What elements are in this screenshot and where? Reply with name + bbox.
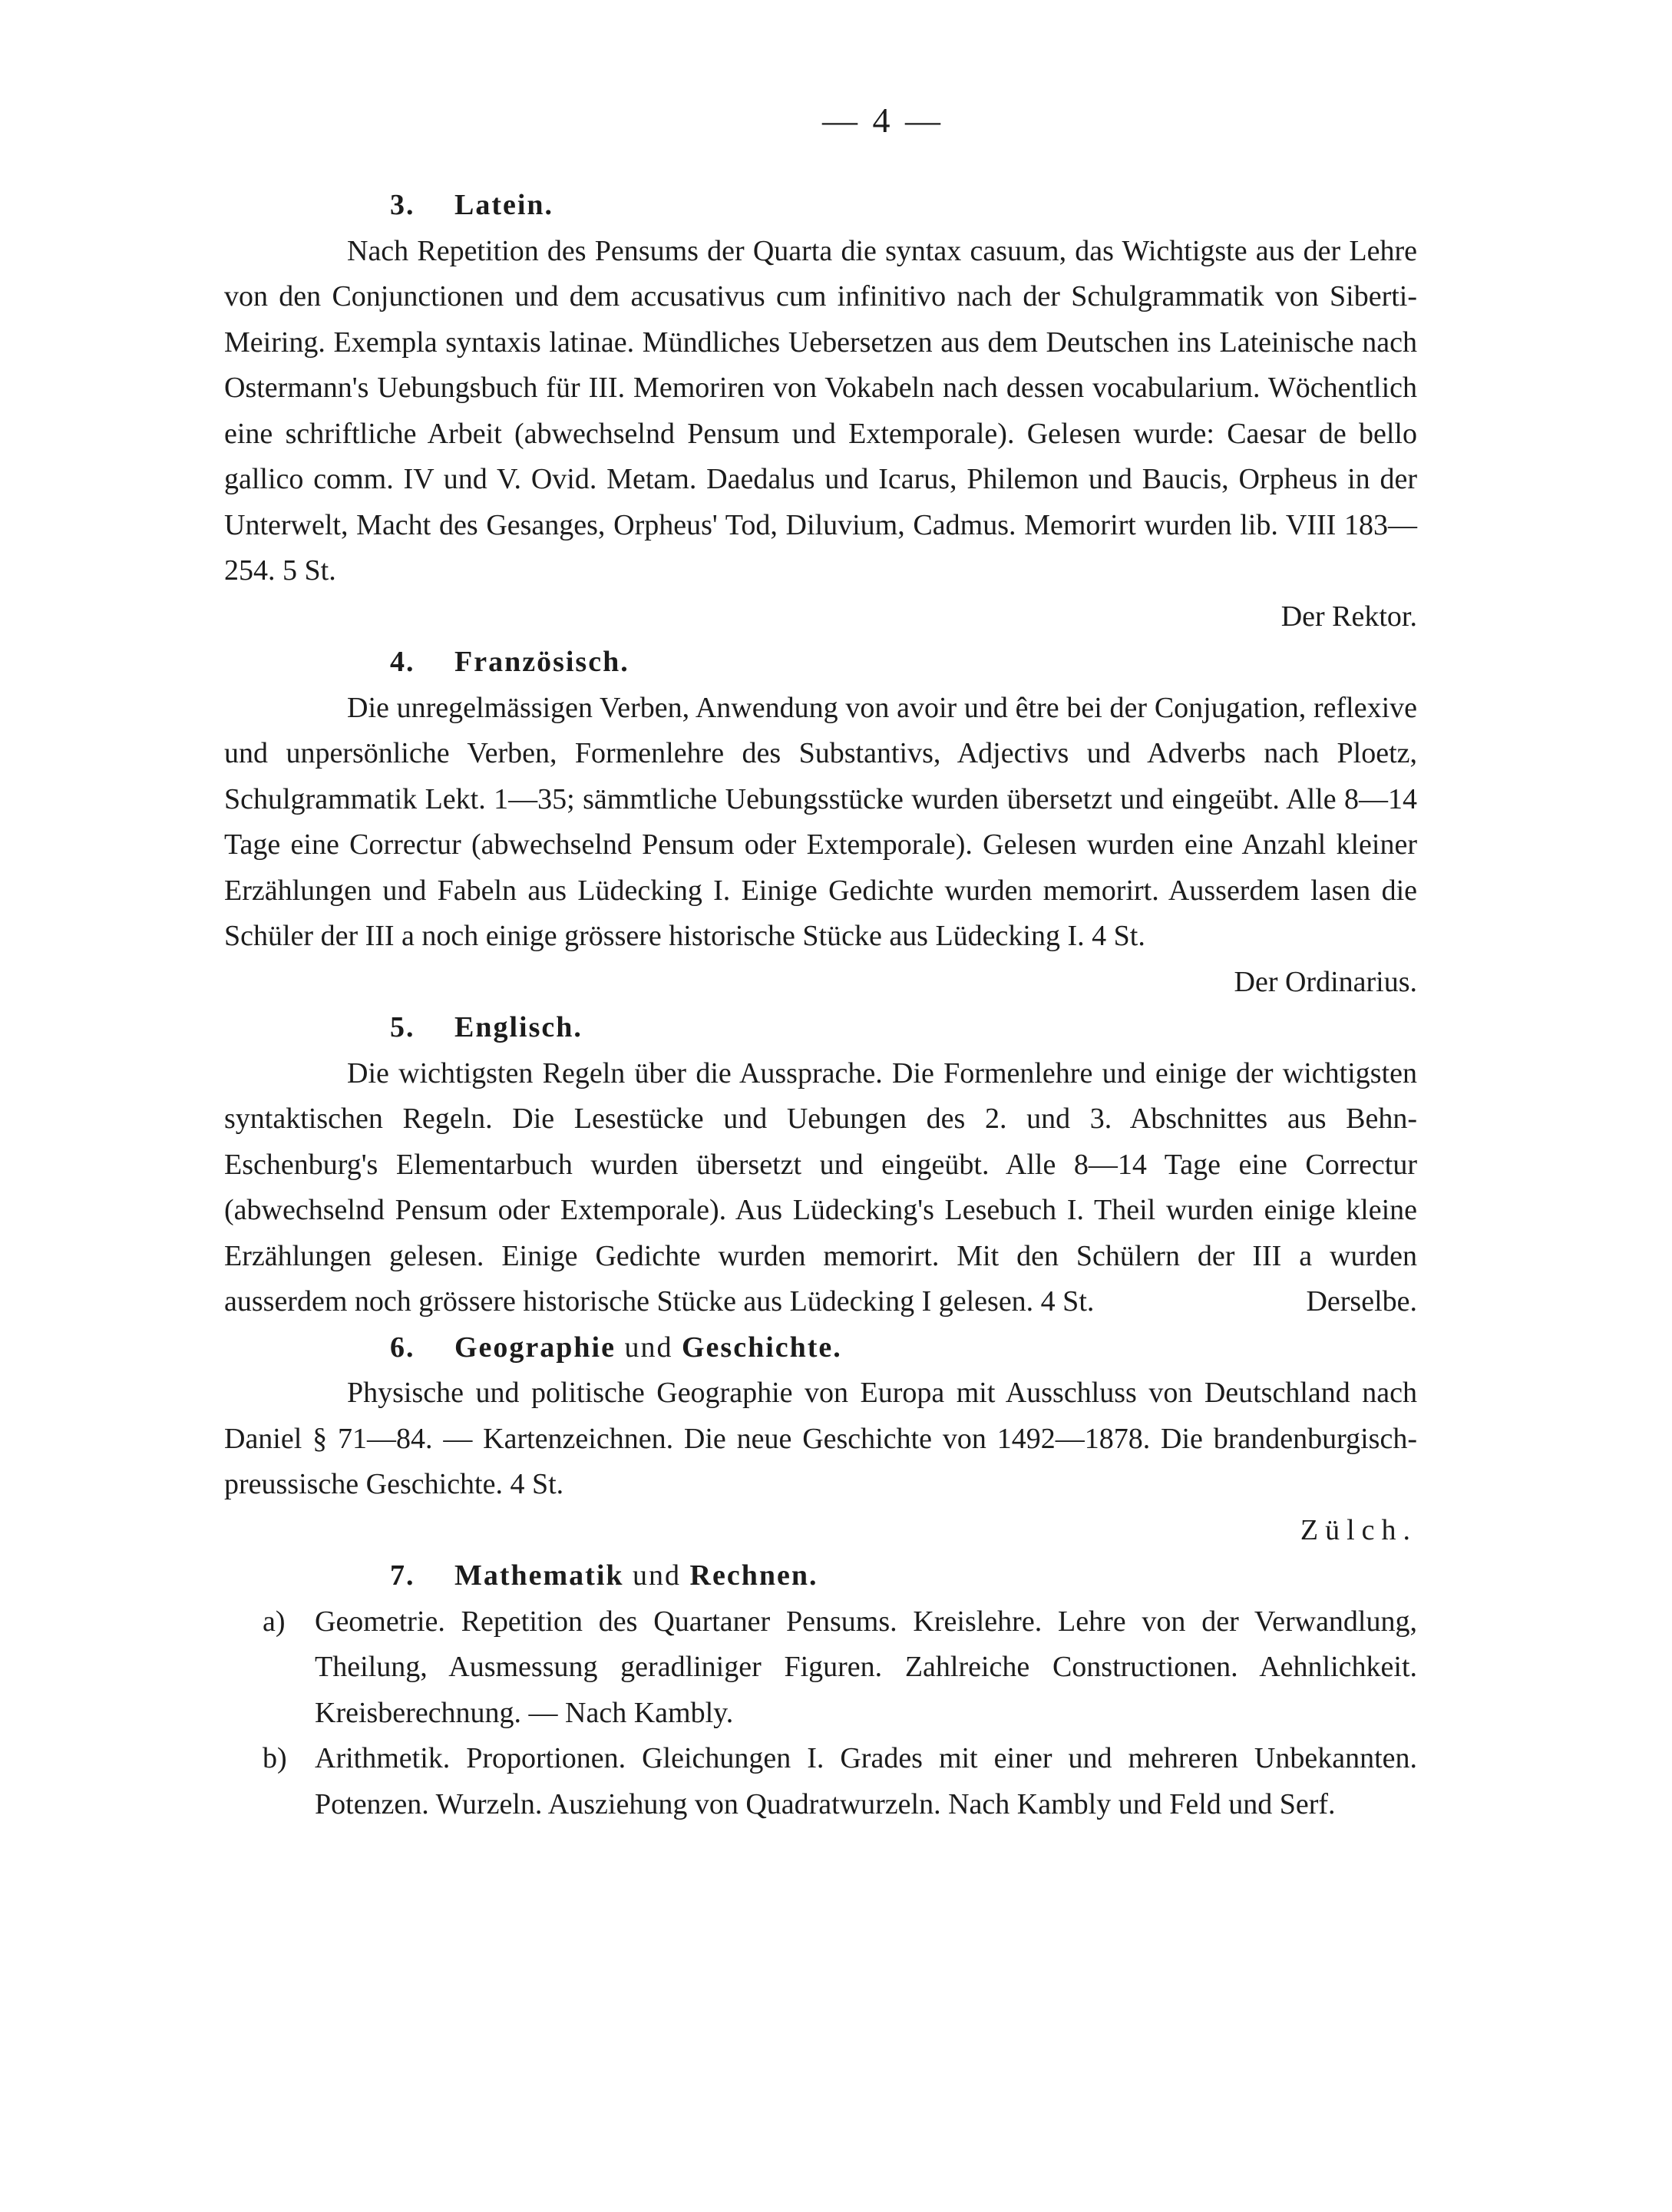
section-heading [224, 1005, 1417, 1051]
section-heading [224, 1553, 1417, 1599]
section-number: 6. [390, 1331, 415, 1364]
section-text: Die unregelmässigen Verben, Anwendung von avoir und être bei der Conjugation, reflexive und unpersönliche Verben, Formenlehre des Substantivs, Adjectivs und Adverbs nach Ploetz, Schulgrammatik Lekt. 1—35; sämmtliche Uebungsstücke wurden übersetzt und eingeübt. Alle 8—14 Tage eine Correctur (abwechselnd Pensum oder Extemporale). Gelesen wurden eine Anzahl kleiner Erzählungen und Fabeln aus Lüdecking I. Einige Gedichte wurden memorirt. Ausserdem lasen die Schüler der III a noch einige grössere historische Stücke aus Lüdecking I. 4 St. [224, 691, 1417, 952]
section-franzoesisch [224, 640, 1417, 1005]
list-item-label: b) [263, 1742, 287, 1774]
section-title-part: Geographie [454, 1331, 616, 1364]
section-title-part: Mathematik [454, 1559, 624, 1592]
section-number: 3. [390, 189, 415, 221]
section-latein [224, 183, 1417, 640]
list-item-text: Arithmetik. Proportionen. Gleichungen I. Grades mit einer und mehreren Unbekannten. Potenzen. Wurzeln. Ausziehung von Quadratwurzeln. Nach Kambly und Feld und Serf. [315, 1742, 1417, 1820]
section-number: 5. [390, 1011, 415, 1043]
page-content [224, 183, 1417, 1827]
section-title: Französisch. [454, 646, 629, 678]
section-signature: Zülch. [1300, 1513, 1417, 1546]
section-heading [224, 640, 1417, 686]
section-signature: Derselbe. [1306, 1285, 1417, 1318]
page-number: — 4 — [822, 101, 943, 140]
section-number: 4. [390, 646, 415, 678]
section-title: Englisch. [454, 1011, 583, 1043]
section-title-connector: und [624, 1331, 673, 1364]
section-title: Latein. [454, 189, 554, 221]
section-title-part: Rechnen. [689, 1559, 818, 1592]
list-item [224, 1599, 1417, 1737]
section-mathematik-rechnen [224, 1553, 1417, 1827]
section-title-connector: und [633, 1559, 682, 1592]
section-signature: Der Rektor. [1280, 600, 1417, 633]
section-text: Physische und politische Geographie von Europa mit Ausschluss von Deutschland nach Daniel § 71—84. — Kartenzeichnen. Die neue Geschichte von 1492—1878. Die brandenburgisch-preussische Geschichte. 4 St. [224, 1377, 1417, 1500]
list-item-text: Geometrie. Repetition des Quartaner Pensums. Kreislehre. Lehre von der Verwandlung, Theilung, Ausmessung geradliniger Figuren. Zahlreiche Constructionen. Aehnlichkeit. Kreisberechnung. — Nach Kambly. [315, 1605, 1417, 1729]
section-signature: Der Ordinarius. [1234, 965, 1417, 998]
section-text [224, 1051, 1417, 1325]
section-text: Nach Repetition des Pensums der Quarta die syntax casuum, das Wichtigste aus der Lehre von den Conjunctionen und dem accusativus cum infinitivo nach der Schulgrammatik von Siberti-Meiring. Exempla syntaxis latinae. Mündliches Uebersetzen aus dem Deutschen ins Lateinische nach Ostermann's Uebungsbuch für III. Memoriren von Vokabeln nach dessen vocabularium. Wöchentlich eine schriftliche Arbeit (abwechselnd Pensum und Extemporale). Gelesen wurde: Caesar de bello gallico comm. IV und V. Ovid. Metam. Daedalus und Icarus, Philemon und Baucis, Orpheus in der Unterwelt, Macht des Gesanges, Orpheus' Tod, Diluvium, Cadmus. Memorirt wurden lib. VIII 183—254. 5 St. [224, 234, 1417, 587]
list-item [224, 1736, 1417, 1827]
section-title-part: Geschichte. [681, 1331, 842, 1364]
section-heading [224, 1325, 1417, 1371]
list-item-label: a) [263, 1605, 286, 1638]
section-number: 7. [390, 1559, 415, 1592]
section-heading [224, 183, 1417, 229]
section-text-body: Die wichtigsten Regeln über die Aussprache. Die Formenlehre und einige der wichtigsten syntaktischen Regeln. Die Lesestücke und Uebungen des 2. und 3. Abschnittes aus Behn-Eschenburg's Elementarbuch wurden übersetzt und eingeübt. Alle 8—14 Tage eine Correctur (abwechselnd Pensum oder Extemporale). Aus Lüdecking's Lesebuch I. Theil wurden einige kleine Erzählungen gelesen. Einige Gedichte wurden memorirt. Mit den Schülern der III a wurden ausserdem noch grössere historische Stücke aus Lüdecking I gelesen. 4 St. [224, 1056, 1417, 1318]
section-englisch [224, 1005, 1417, 1325]
section-geographie-geschichte [224, 1325, 1417, 1554]
